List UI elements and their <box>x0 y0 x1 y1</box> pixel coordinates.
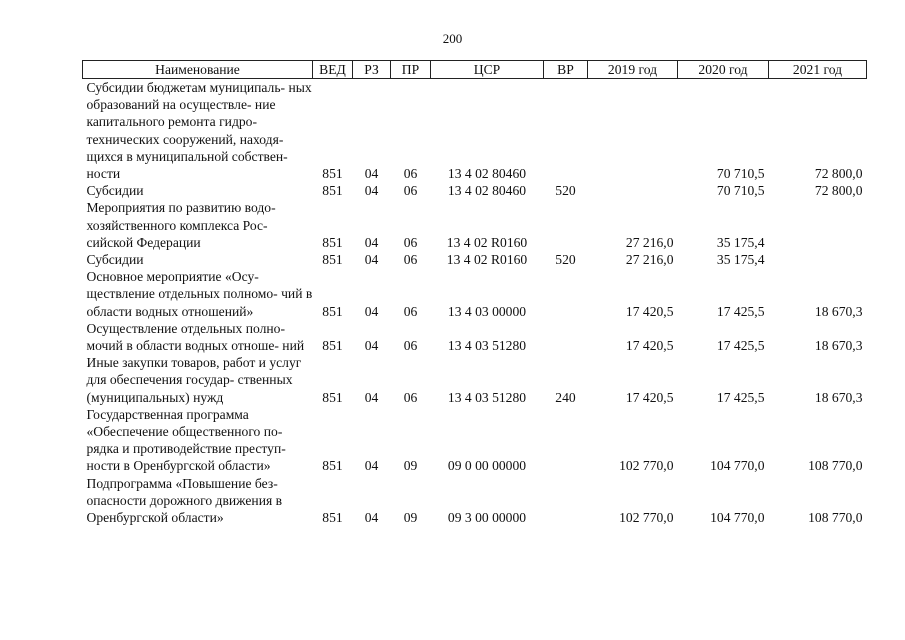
row-csr: 13 4 02 R0160 <box>446 234 528 250</box>
row-rz: 04 <box>364 389 379 405</box>
row-vr <box>544 320 588 354</box>
row-pr: 09 <box>403 458 418 474</box>
table-row <box>83 268 867 320</box>
page-number: 200 <box>442 31 463 46</box>
row-ved: 851 <box>322 183 343 199</box>
row-ved: 851 <box>322 510 343 526</box>
row-vr: 520 <box>555 183 576 199</box>
row-2020: 17 425,5 <box>716 303 765 319</box>
row-pr: 06 <box>403 303 418 319</box>
table-row <box>83 182 867 199</box>
row-vr <box>544 475 588 527</box>
row-pr: 06 <box>403 234 418 250</box>
row-name: Подпрограмма «Повышение без- опасности дорожного движения в Оренбургской области» <box>86 475 283 526</box>
row-csr: 13 4 02 R0160 <box>446 252 528 268</box>
row-2019: 102 770,0 <box>619 458 674 474</box>
row-csr: 09 0 00 00000 <box>447 458 527 474</box>
row-pr: 06 <box>403 252 418 268</box>
row-name: Государственная программа «Обеспечение общественного по- рядка и противодействие преступ- ности в Оренбургской области» <box>86 406 286 474</box>
table-row <box>83 475 867 527</box>
row-pr: 06 <box>403 166 418 182</box>
row-vr: 520 <box>555 252 576 268</box>
table-row <box>83 320 867 354</box>
row-2019: 27 216,0 <box>625 234 674 250</box>
row-ved: 851 <box>322 338 343 354</box>
row-name: Субсидии <box>86 252 144 268</box>
row-name: Иные закупки товаров, работ и услуг для обеспечения государ- ственных (муниципальных) нужд <box>86 355 302 405</box>
row-csr: 13 4 03 51280 <box>447 389 527 405</box>
row-vr: 240 <box>555 389 576 405</box>
row-2021: 18 670,3 <box>814 338 863 354</box>
row-pr: 06 <box>403 389 418 405</box>
header-vr: ВР <box>544 61 588 79</box>
row-2020: 104 770,0 <box>710 458 765 474</box>
row-2019 <box>588 182 678 199</box>
row-2021: 72 800,0 <box>814 183 863 199</box>
row-ved: 851 <box>322 166 343 182</box>
header-pr: ПР <box>391 61 431 79</box>
row-vr <box>544 79 588 183</box>
row-2020: 104 770,0 <box>710 510 765 526</box>
table-header-row <box>83 61 867 79</box>
row-2019: 102 770,0 <box>619 510 674 526</box>
header-ved: ВЕД <box>313 61 353 79</box>
row-name: Мероприятия по развитию водо- хозяйственного комплекса Рос- сийской Федерации <box>86 200 276 250</box>
row-rz: 04 <box>364 458 379 474</box>
row-2021: 108 770,0 <box>808 458 863 474</box>
row-rz: 04 <box>364 303 379 319</box>
row-csr: 13 4 02 80460 <box>447 166 527 182</box>
table-row <box>83 79 867 183</box>
row-2020: 17 425,5 <box>716 389 765 405</box>
row-name: Субсидии бюджетам муниципаль- ных образований на осуществле- ние капитального ремонта гидро- технических сооружений, находя- щихся в муниципальной собствен- ности <box>86 80 312 182</box>
row-2019 <box>588 79 678 183</box>
row-csr: 13 4 02 80460 <box>447 183 527 199</box>
row-ved: 851 <box>322 303 343 319</box>
header-csr: ЦСР <box>431 61 544 79</box>
row-name: Субсидии <box>86 183 144 199</box>
row-2020: 35 175,4 <box>716 252 765 268</box>
row-ved: 851 <box>322 458 343 474</box>
row-2020: 35 175,4 <box>716 234 765 250</box>
header-name: Наименование <box>83 61 313 79</box>
row-csr: 09 3 00 00000 <box>447 510 527 526</box>
row-rz: 04 <box>364 338 379 354</box>
row-vr <box>544 199 588 251</box>
row-2021: 72 800,0 <box>814 166 863 182</box>
row-ved: 851 <box>322 234 343 250</box>
table-row <box>83 354 867 406</box>
row-vr <box>544 268 588 320</box>
row-rz: 04 <box>364 510 379 526</box>
row-2021: 18 670,3 <box>814 389 863 405</box>
row-2020: 70 710,5 <box>716 166 765 182</box>
row-rz: 04 <box>364 183 379 199</box>
row-rz: 04 <box>364 252 379 268</box>
header-2021: 2021 год <box>769 61 867 79</box>
row-csr: 13 4 03 00000 <box>447 303 527 319</box>
row-2020: 70 710,5 <box>716 183 765 199</box>
row-2019: 17 420,5 <box>625 389 674 405</box>
budget-table <box>82 60 867 526</box>
row-ved: 851 <box>322 252 343 268</box>
row-ved: 851 <box>322 389 343 405</box>
table-row <box>83 406 867 475</box>
row-name: Основное мероприятие «Осу- ществление отдельных полномо- чий в области водных отношений» <box>86 269 313 319</box>
row-2019: 27 216,0 <box>625 252 674 268</box>
row-2020: 17 425,5 <box>716 338 765 354</box>
header-2019: 2019 год <box>588 61 678 79</box>
row-pr: 06 <box>403 183 418 199</box>
row-pr: 09 <box>403 510 418 526</box>
row-2021: 108 770,0 <box>808 510 863 526</box>
table-row <box>83 251 867 268</box>
row-pr: 06 <box>403 338 418 354</box>
table-row <box>83 199 867 251</box>
header-2020: 2020 год <box>678 61 769 79</box>
row-name: Осуществление отдельных полно- мочий в области водных отноше- ний <box>86 320 305 354</box>
row-2019: 17 420,5 <box>625 303 674 319</box>
row-csr: 13 4 03 51280 <box>447 338 527 354</box>
row-2019: 17 420,5 <box>625 338 674 354</box>
header-rz: РЗ <box>353 61 391 79</box>
row-vr <box>544 406 588 475</box>
row-2021: 18 670,3 <box>814 303 863 319</box>
row-rz: 04 <box>364 234 379 250</box>
row-2021 <box>769 251 867 268</box>
row-2021 <box>769 199 867 251</box>
row-rz: 04 <box>364 166 379 182</box>
